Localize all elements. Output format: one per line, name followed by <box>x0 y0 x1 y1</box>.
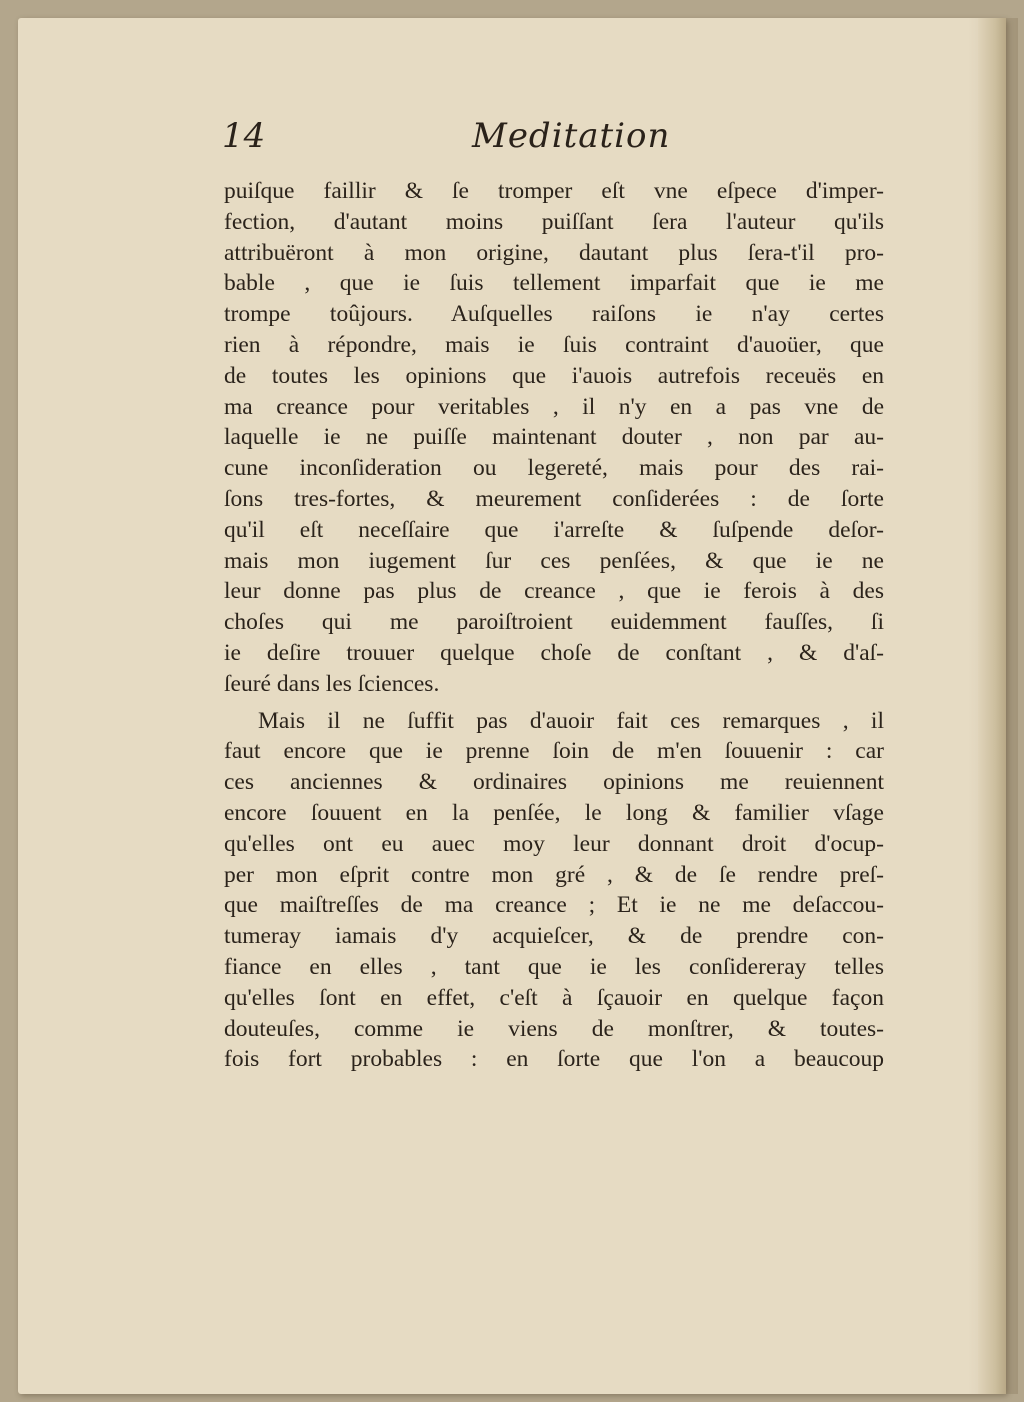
text-line: ces anciennes & ordinaires opinions me reuiennent <box>224 769 884 796</box>
text-line: trompe toûjours. Auſquelles raiſons ie n'ay certes <box>224 301 884 328</box>
text-line: choſes qui me paroiſtroient euidemment fauſſes, ſi <box>224 609 884 636</box>
text-line: Mais il ne ſuffit pas d'auoir fait ces remarques , il <box>258 707 884 734</box>
text-line: cune inconſideration ou legereté, mais pour des rai- <box>224 455 884 482</box>
text-line: de toutes les opinions que i'auois autrefois receuës en <box>224 362 884 389</box>
text-line: douteuſes, comme ie viens de monſtrer, & toutes- <box>224 1015 884 1042</box>
text-line: per mon eſprit contre mon gré , & de ſe rendre preſ- <box>224 861 884 888</box>
text-line: ie deſire trouuer quelque choſe de conſtant , & d'aſ- <box>224 639 884 666</box>
text-line: rien à répondre, mais ie ſuis contraint d'auoüer, que <box>224 331 884 358</box>
text-line: ma creance pour veritables , il n'y en a pas vne de <box>224 393 884 420</box>
text-line: qu'il eſt neceſſaire que i'arreſte & ſuſpende deſor- <box>224 516 884 543</box>
text-line: mais mon iugement ſur ces penſées, & que ie ne <box>224 547 884 574</box>
text-line: leur donne pas plus de creance , que ie ferois à des <box>224 578 884 605</box>
body-text <box>224 176 884 1075</box>
text-line: fois fort probables : en ſorte que l'on a beaucoup <box>224 1046 884 1073</box>
text-line: qu'elles ont eu auec moy leur donnant droit d'ocup- <box>224 830 884 857</box>
text-line: bable , que ie ſuis tellement imparfait que ie me <box>224 270 884 297</box>
text-line: faut encore que ie prenne ſoin de m'en ſouuenir : car <box>224 738 884 765</box>
running-head: Meditation <box>472 116 671 156</box>
text-line: tumeray iamais d'y acquieſcer, & de prendre con- <box>224 923 884 950</box>
text-line: qu'elles ſont en effet, c'eſt à ſçauoir en quelque façon <box>224 984 884 1011</box>
page-edge <box>978 18 1006 1394</box>
text-line: laquelle ie ne puiſſe maintenant douter , non par au- <box>224 424 884 451</box>
text-line: attribuëront à mon origine, dautant plus ſera-t'il pro- <box>224 239 884 266</box>
text-line: ſons tres-fortes, & meurement conſiderées : de ſorte <box>224 485 884 512</box>
text-line: que maiſtreſſes de ma creance ; Et ie ne me deſaccou- <box>224 892 884 919</box>
text-line: puiſque faillir & ſe tromper eſt vne eſpece d'imper- <box>224 178 884 204</box>
paragraph-2 <box>224 706 884 1076</box>
text-line: encore ſouuent en la penſée, le long & familier vſage <box>224 799 884 826</box>
page-number: 14 <box>222 116 266 156</box>
paragraph-1 <box>224 176 884 700</box>
page-header <box>222 116 671 166</box>
text-line: ſeuré dans les ſciences. <box>224 670 440 697</box>
text-line: fection, d'autant moins puiſſant ſera l'auteur qu'ils <box>224 208 884 235</box>
text-line: fiance en elles , tant que ie les conſidereray telles <box>224 953 884 980</box>
